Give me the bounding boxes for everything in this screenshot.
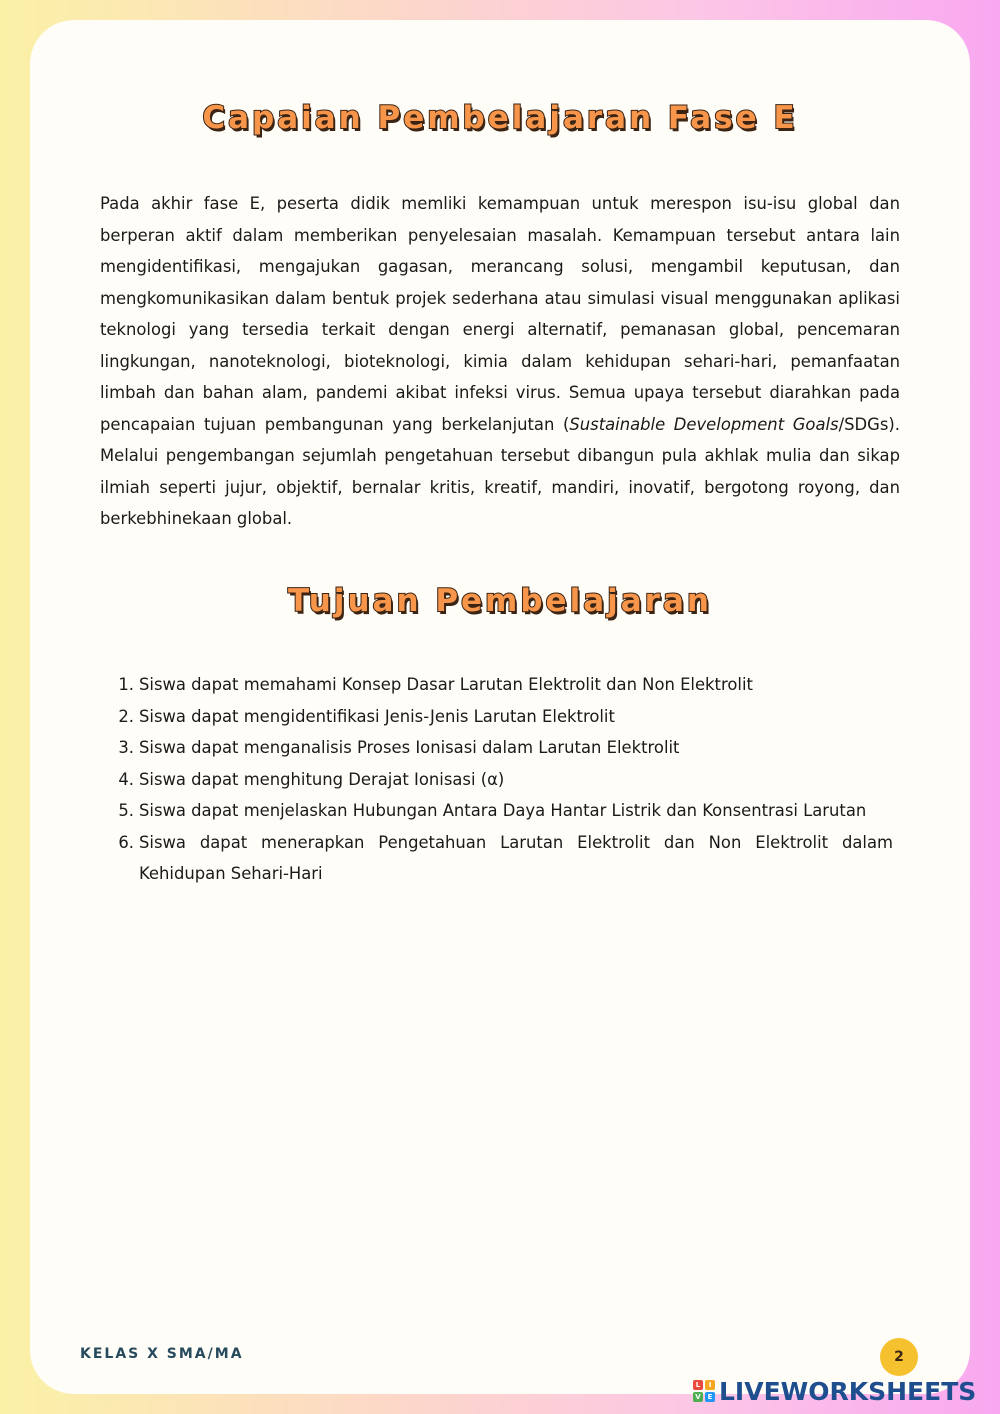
list-item: [114, 764, 893, 796]
liveworksheets-watermark[interactable]: [693, 1374, 976, 1408]
list-item-text: Siswa dapat menjelaskan Hubungan Antara Daya Hantar Listrik dan Konsentrasi Larutan: [139, 801, 867, 820]
list-item-text: Siswa dapat menganalisis Proses Ionisasi dalam Larutan Elektrolit: [139, 738, 680, 757]
liveworksheets-brand: LIVEWORKSHEETS: [719, 1376, 977, 1406]
capaian-text-italic: Sustainable Development Goals: [569, 414, 839, 434]
tujuan-heading: Tujuan Pembelajaran: [288, 583, 712, 619]
list-item: [114, 795, 893, 827]
logo-letter: V: [693, 1392, 703, 1402]
list-item-text: Siswa dapat mengidentifikasi Jenis-Jenis Larutan Elektrolit: [139, 706, 615, 726]
page-number-badge: 2: [880, 1338, 918, 1376]
list-item-number: 2.: [118, 706, 134, 726]
list-item: [114, 827, 893, 890]
capaian-paragraph: [100, 188, 900, 535]
list-item-number: 6.: [118, 832, 134, 852]
list-item-text: Siswa dapat memahami Konsep Dasar Larutan Elektrolit dan Non Elektrolit: [139, 675, 753, 694]
logo-letter: E: [705, 1392, 715, 1402]
capaian-heading: Capaian Pembelajaran Fase E: [202, 100, 798, 136]
logo-letter: L: [693, 1380, 703, 1390]
goals-list: [114, 669, 893, 890]
list-item: [114, 732, 893, 764]
list-item-text: Siswa dapat menghitung Derajat Ionisasi (α): [139, 769, 505, 789]
liveworksheets-logo-icon: [693, 1380, 715, 1402]
list-item-number: 3.: [118, 738, 134, 757]
list-item-text: Siswa dapat menerapkan Pengetahuan Larutan Elektrolit dan Non Elektrolit dalam Kehidupan Sehari-Hari: [139, 832, 893, 883]
capaian-text-part1: Pada akhir fase E, peserta didik memliki kemampuan untuk merespon isu-isu global dan berperan aktif dalam memberikan penyelesaian masalah. Kemampuan tersebut antara lain mengidentifikasi, mengajukan gagasan, merancang solusi, mengambil keputusan, dan mengkomunikasikan dalam bentuk projek sederhana atau simulasi visual menggunakan aplikasi teknologi yang tersedia terkait dengan energi alternatif, pemanasan global, pencemaran lingkungan, nanoteknologi, bioteknologi, kimia dalam kehidupan sehari-hari, pemanfaatan limbah dan bahan alam, pandemi akibat infeksi virus. Semua upaya tersebut diarahkan pada pencapaian tujuan pembangunan yang berkelanjutan (: [100, 194, 900, 434]
logo-letter: I: [705, 1380, 715, 1390]
footer-class-label: KELAS X SMA/MA: [80, 1346, 244, 1362]
list-item: [114, 669, 893, 701]
list-item-number: 4.: [118, 769, 134, 789]
list-item-number: 1.: [118, 675, 134, 694]
capaian-text-part2: /SDGs). Melalui pengembangan sejumlah pengetahuan tersebut dibangun pula akhlak mulia dan sikap ilmiah seperti jujur, objektif, bernalar kritis, kreatif, mandiri, inovatif, bergotong royong, dan berkebhinekaan global.: [100, 414, 900, 528]
list-item: [114, 701, 893, 733]
list-item-number: 5.: [118, 801, 134, 820]
